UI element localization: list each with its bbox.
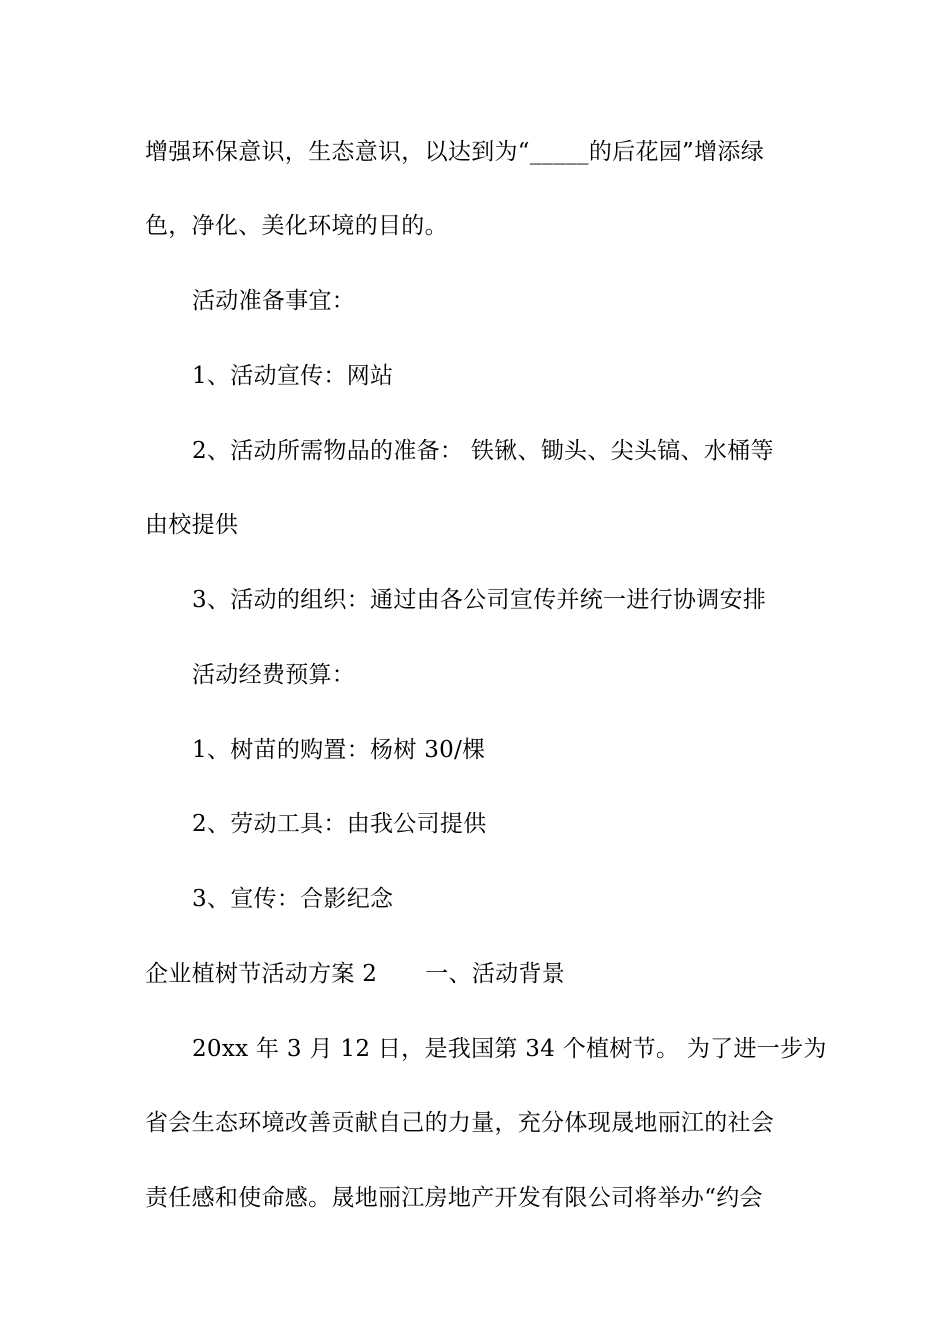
heading-title: 企业植树节活动方案 2 [145,961,378,987]
list-item: 2、劳动工具：由我公司提供 [192,811,487,837]
text-line: 由校提供 [145,512,239,538]
heading-section: 一、活动背景 [425,961,566,987]
list-item: 1、树苗的购置：杨树 30/棵 [192,737,486,763]
paragraph-line: 省会生态环境改善贡献自己的力量，充分体现晟地丽江的社会 [145,1110,775,1136]
list-item: 1、活动宣传：网站 [192,363,394,389]
section-label-preparation: 活动准备事宜： [192,288,356,314]
list-item: 3、活动的组织：通过由各公司宣传并统一进行协调安排 [192,587,767,613]
text-line: 色，净化、美化环境的目的。 [145,213,448,239]
list-item: 2、活动所需物品的准备： 铁锹、锄头、尖头镐、水桶等 [192,438,774,464]
paragraph-line: 责任感和使命感。晟地丽江房地产开发有限公司将举办“约会 [145,1185,763,1211]
paragraph-line: 20xx 年 3 月 12 日，是我国第 34 个植树节。 为了进一步为 [192,1036,827,1062]
document-heading [145,959,815,989]
text-line: 增强环保意识，生态意识，以达到为“_____的后花园”增添绿 [145,139,765,165]
list-item: 3、宣传：合影纪念 [192,886,394,912]
section-label-budget: 活动经费预算： [192,662,356,688]
